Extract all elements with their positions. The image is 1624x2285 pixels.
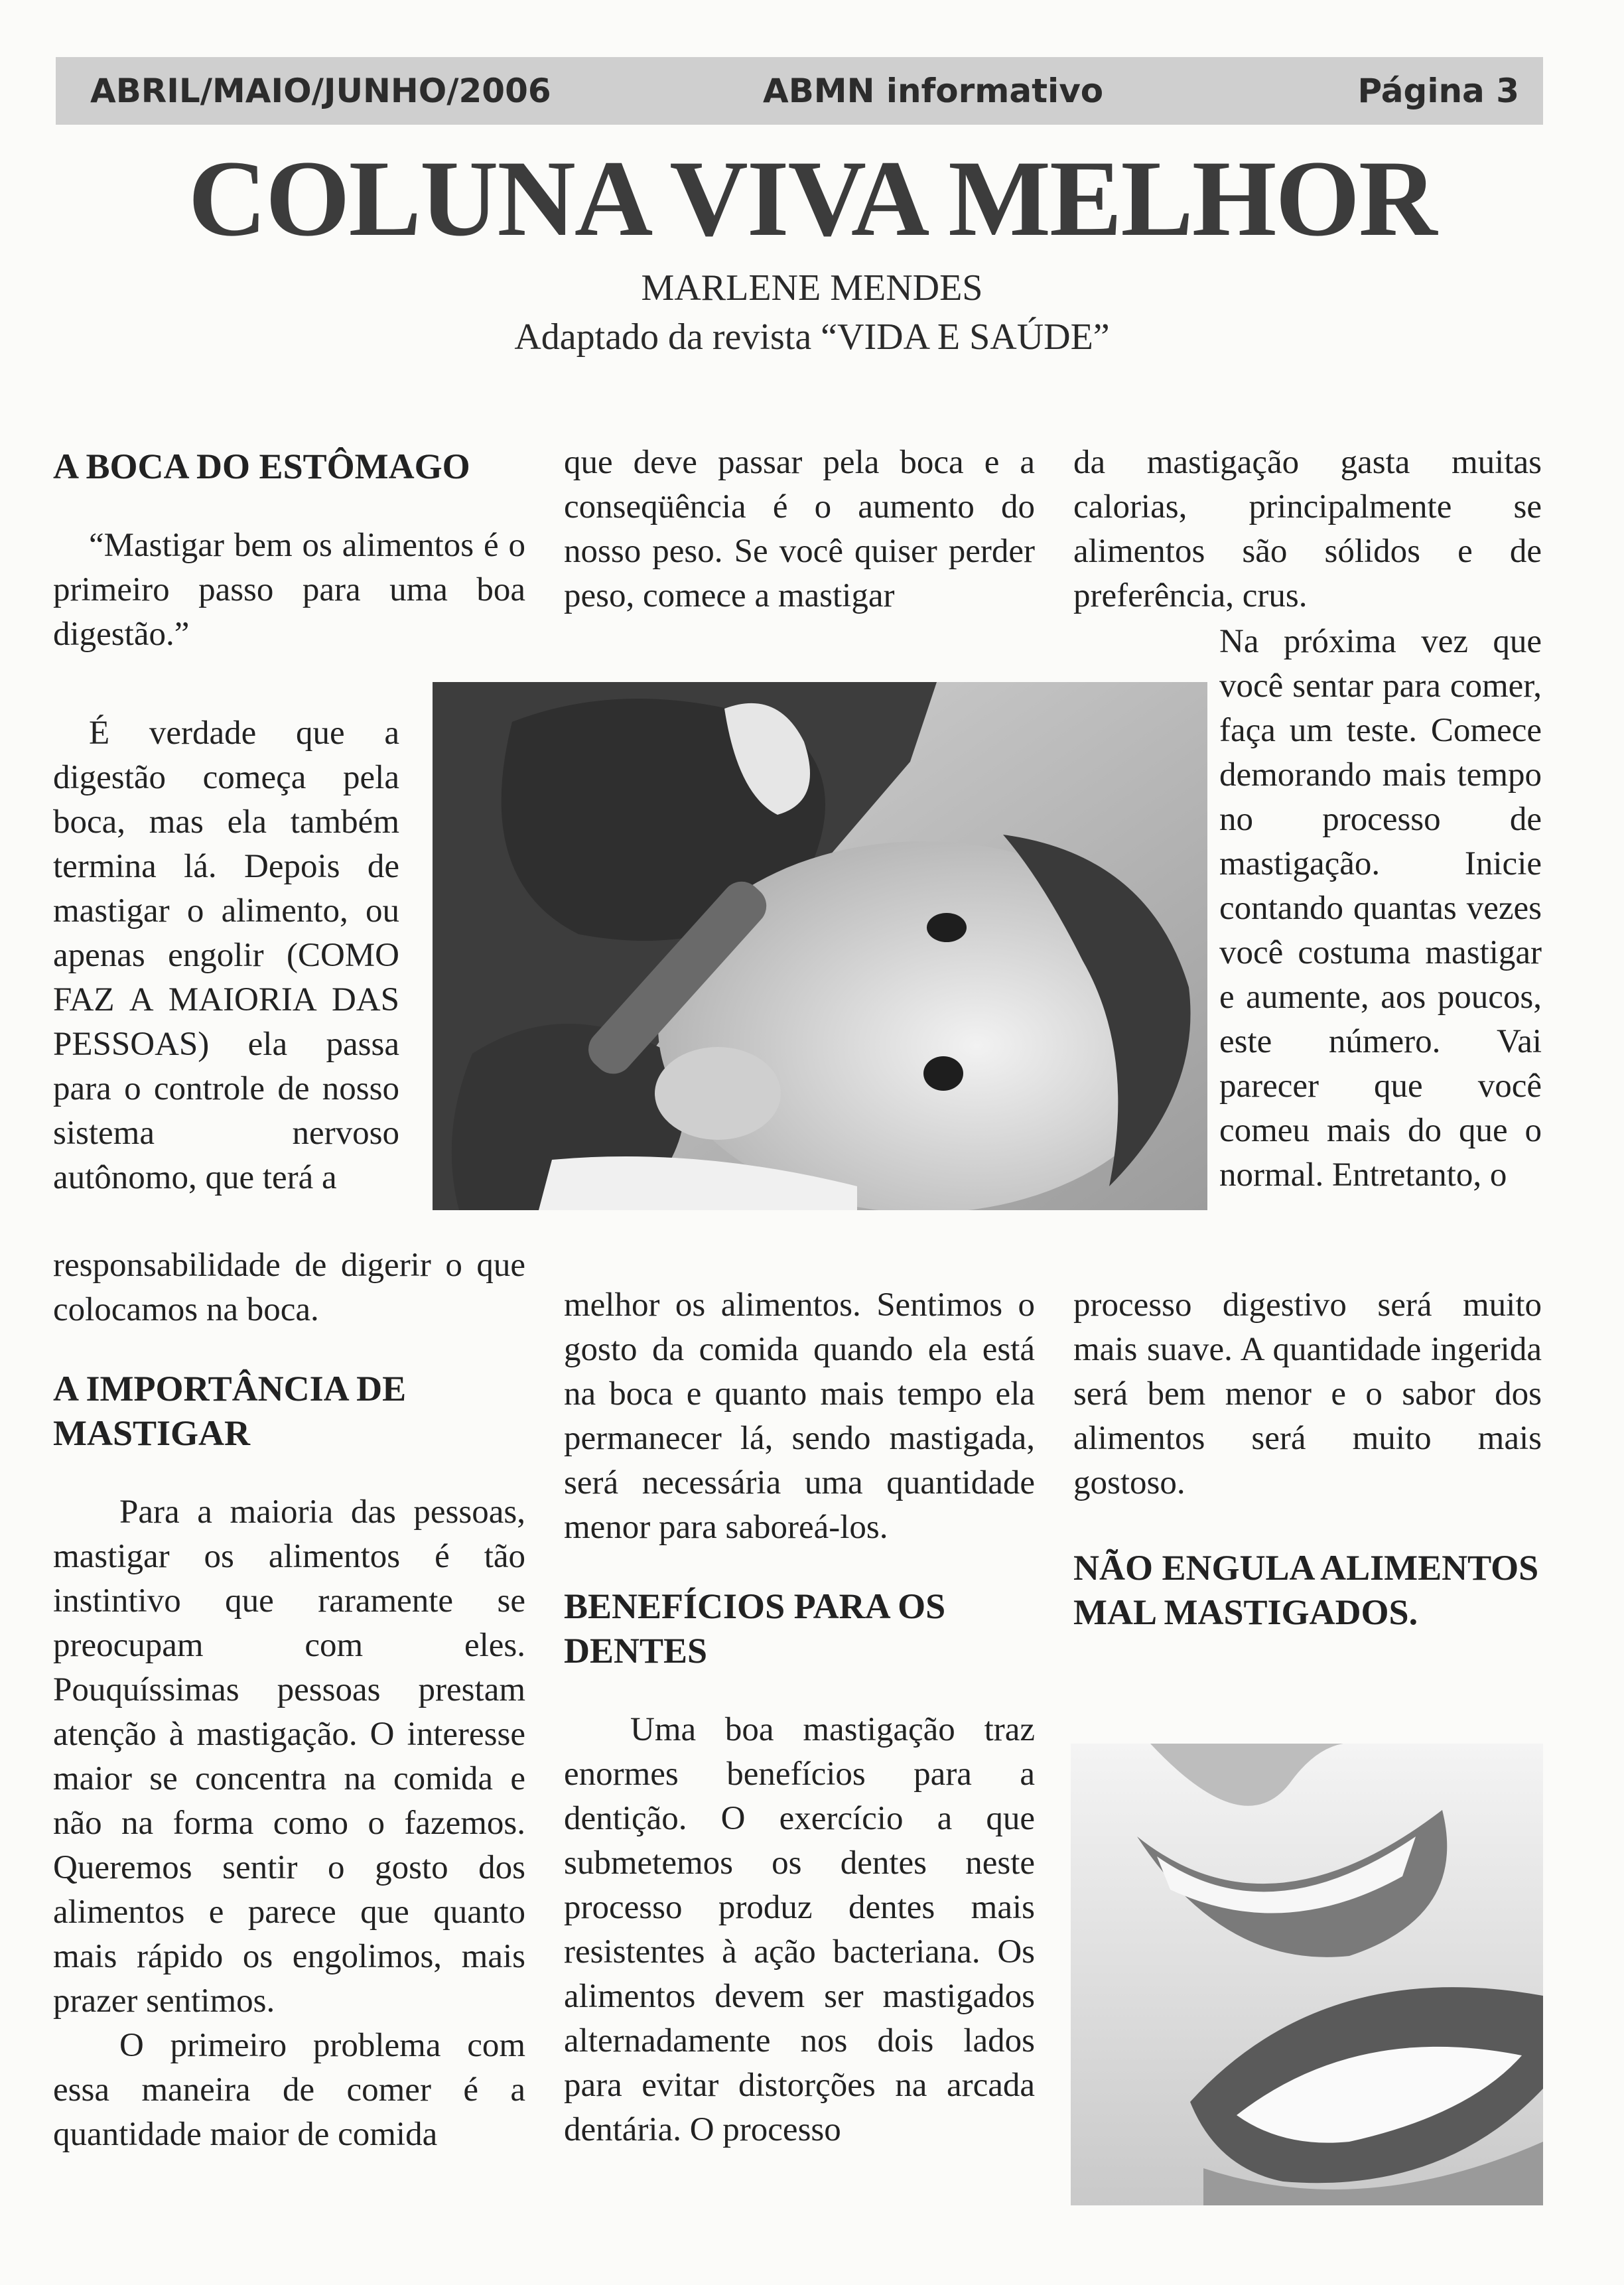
paragraph-digestao-narrow: É verdade que a digestão começa pela boca, mas ela também termina lá. Depois de mastigar o alimento, ou apenas engolir (COMO FAZ A MAIORIA DAS PESSOAS) ela passa para o controle de nosso sistema nervoso autônomo, que terá a xyxy=(53,715,399,1196)
paragraph-maioria-pessoas: Para a maioria das pessoas, mastigar os alimentos é tão instintivo que raramente se preocupam com eles. Pouquíssimas pessoas prestam atenção à mastigação. O interesse maior se concentra na comida e não na forma como o fazemos. Queremos sentir o gosto dos alimentos e parece que quanto mais rápido os engolimos, mais prazer sentimos. xyxy=(53,1493,525,2020)
section-heading-beneficios-dentes: BENEFÍCIOS PARA OS DENTES xyxy=(564,1586,946,1671)
paragraph-processo-digestivo: processo digestivo será muito mais suave. A quantidade ingerida será bem menor e o sabor dos alimentos será muito mais gostoso. xyxy=(1073,1286,1542,1501)
smile-photo-illustration xyxy=(1071,1744,1543,2205)
section-heading-importancia-mastigar: A IMPORTÂNCIA DE MASTIGAR xyxy=(53,1369,407,1453)
paragraph-digestao-rest: responsabilidade de digerir o que colocamos na boca. xyxy=(53,1247,525,1328)
paragraph-proxima-vez: Na próxima vez que você sentar para comer, faça um teste. Comece demorando mais tempo no processo de mastigação. Inicie contando quantas vezes você costuma mastigar e aumente, aos poucos, este número. Vai parecer que você comeu mais do que o normal. Entretanto, o xyxy=(1219,623,1542,1194)
baby-photo xyxy=(433,682,1207,1210)
paragraph-boa-mastigacao: Uma boa mastigação traz enormes benefícios para a dentição. O exercício a que submetemos os dentes neste processo produz dentes mais resistentes à ação bacteriana. Os alimentos devem ser mastigados alternadamente nos dois lados para evitar distorções na arcada dentária. O processo xyxy=(564,1711,1035,2148)
column-3-narrow xyxy=(1219,620,1542,1198)
paragraph-consequencia-peso: que deve passar pela boca e a conseqüência é o aumento do nosso peso. Se você quiser perder peso, comece a mastigar xyxy=(564,444,1035,614)
column-3-body xyxy=(1073,1283,1542,1505)
pull-quote: “Mastigar bem os alimentos é o primeiro passo para uma boa digestão.” xyxy=(53,527,525,653)
paragraph-calorias: da mastigação gasta muitas calorias, principalmente se alimentos são sólidos e de preferência, crus. xyxy=(1073,444,1542,614)
column-1-narrow xyxy=(53,711,399,1200)
column-3-top xyxy=(1073,441,1542,618)
source-credit: Adaptado da revista “VIDA E SAÚDE” xyxy=(514,316,1110,358)
column-2-body xyxy=(564,1283,1035,2152)
column-1-intro xyxy=(53,445,525,657)
page-title: COLUNA VIVA MELHOR xyxy=(188,139,1436,259)
baby-photo-illustration xyxy=(433,682,1207,1210)
paragraph-sentimos-gosto: melhor os alimentos. Sentimos o gosto da comida quando ela está na boca e quanto mais tempo ela permanecer lá, sendo mastigada, será necessária uma quantidade menor para saboreá-los. xyxy=(564,1286,1035,1546)
column-3-heading xyxy=(1073,1546,1542,1635)
author-name: MARLENE MENDES xyxy=(641,267,983,309)
column-1-body xyxy=(53,1243,525,2157)
smile-photo xyxy=(1071,1744,1543,2205)
section-heading-boca-estomago: A BOCA DO ESTÔMAGO xyxy=(53,447,470,486)
section-heading-nao-engula: NÃO ENGULA ALIMENTOS MAL MASTIGADOS. xyxy=(1073,1548,1539,1632)
column-2-top xyxy=(564,441,1035,618)
page-header-bar xyxy=(56,57,1543,125)
publication-name: ABMN informativo xyxy=(763,72,1104,110)
page-number: Página 3 xyxy=(1357,72,1519,110)
paragraph-primeiro-problema: O primeiro problema com essa maneira de comer é a quantidade maior de comida xyxy=(53,2027,525,2153)
issue-date: ABRIL/MAIO/JUNHO/2006 xyxy=(90,72,551,110)
